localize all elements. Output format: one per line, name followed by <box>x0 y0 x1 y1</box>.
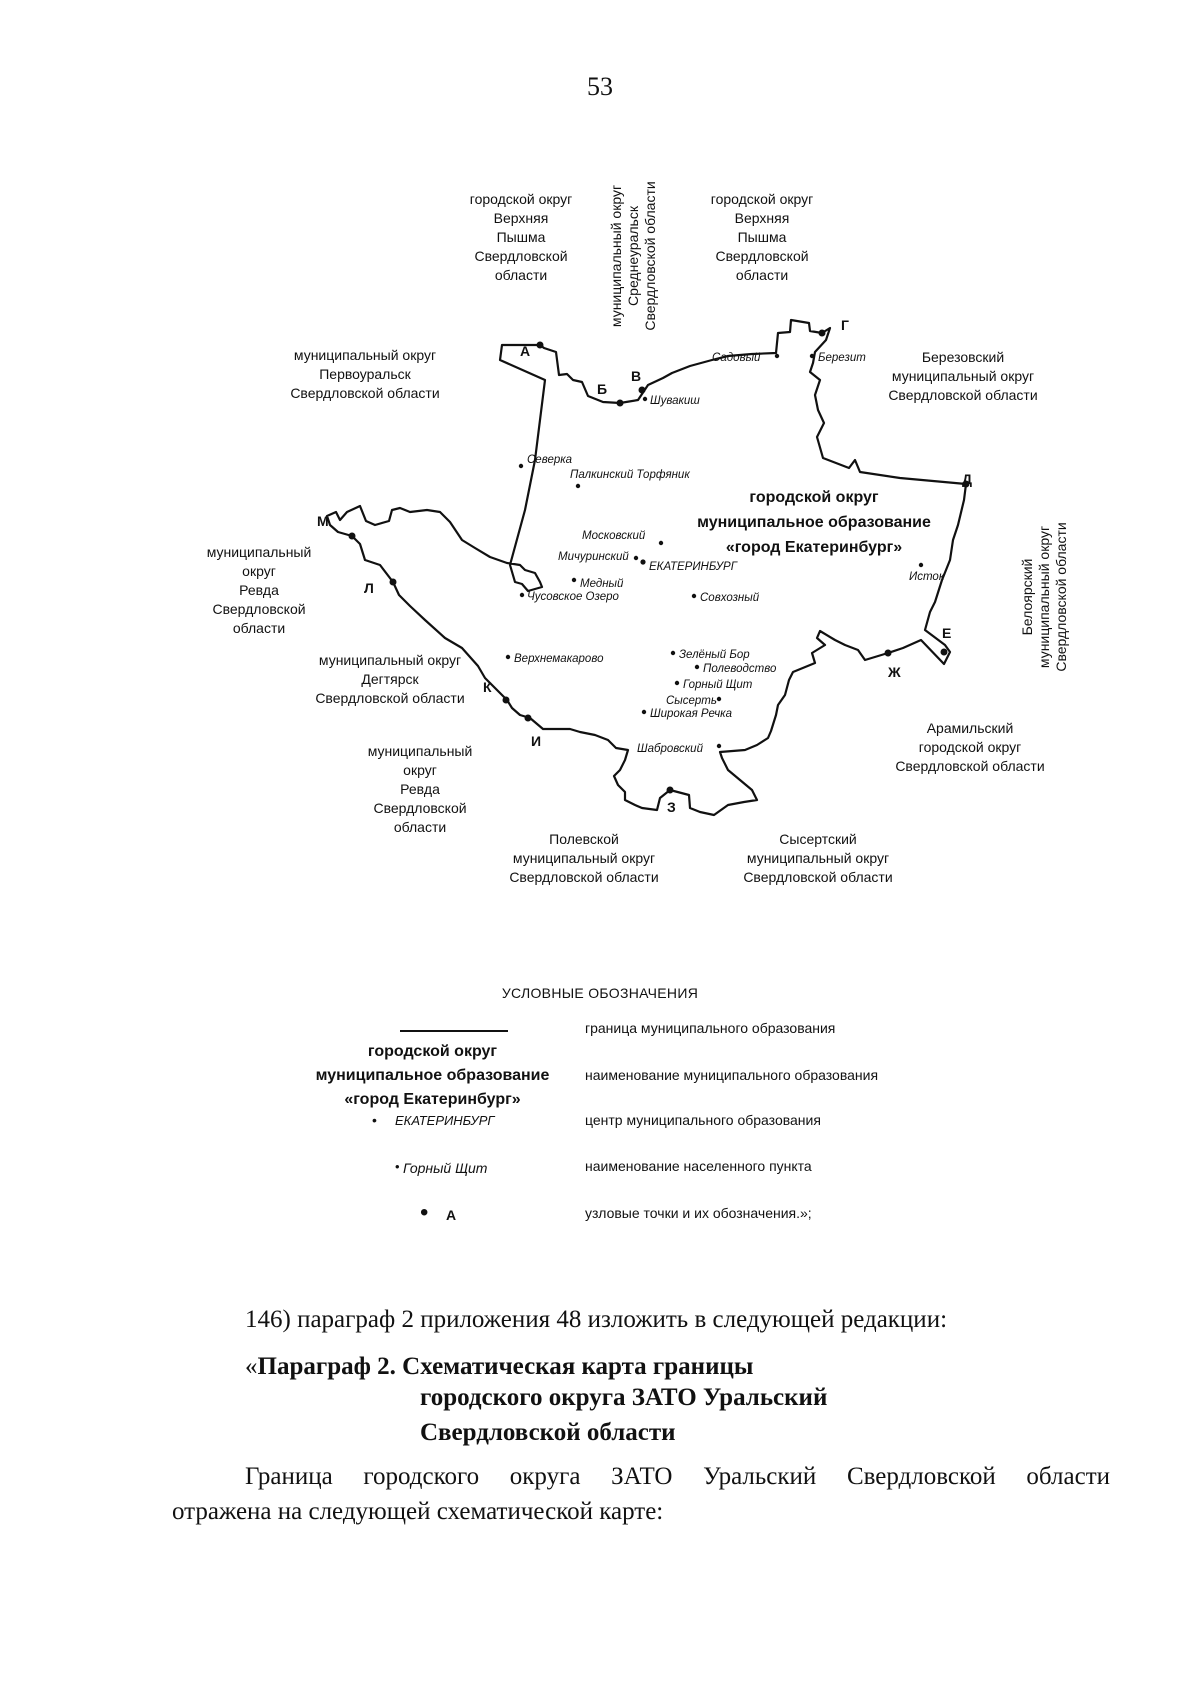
node-v <box>639 387 646 394</box>
legend-center-dot: • <box>372 1112 377 1128</box>
dot-chusovskoe <box>520 593 524 597</box>
neighbor-degtyarsk <box>315 652 464 706</box>
svg-text:«город Екатеринбург»: «город Екатеринбург» <box>725 539 903 556</box>
heading-line-1: Параграф 2. Схематическая карта границы <box>257 1353 754 1380</box>
svg-text:округ: округ <box>242 563 276 579</box>
point-label-m: М <box>317 513 329 529</box>
legend-node-sample: А <box>446 1207 457 1223</box>
dot-shirokaya <box>642 710 646 714</box>
svg-text:городской округ: городской округ <box>710 191 814 207</box>
heading-line-2: городского округа ЗАТО Уральский <box>420 1384 828 1411</box>
point-label-l: Л <box>364 580 374 596</box>
dot-zeleny-bor <box>671 651 675 655</box>
node-l <box>390 579 397 586</box>
dot-severka <box>519 464 523 468</box>
dot-polevodstvo <box>695 665 699 669</box>
town-sovkhozny: Совхозный <box>700 592 760 604</box>
svg-text:Свердловской области: Свердловской области <box>1053 522 1069 672</box>
page-number: 53 <box>587 72 613 101</box>
section-heading <box>245 1349 753 1384</box>
svg-text:муниципальный округ: муниципальный округ <box>608 184 624 328</box>
dot-shuvakish <box>643 397 647 401</box>
svg-text:Белоярский: Белоярский <box>1019 558 1035 636</box>
town-verkhnemakarovo: Верхнемакарово <box>514 653 604 665</box>
point-label-b: Б <box>597 381 608 397</box>
legend-node-dot: • <box>420 1199 429 1226</box>
svg-text:Ревда: Ревда <box>400 781 440 797</box>
svg-text:Свердловской: Свердловской <box>474 248 568 264</box>
dot-sovkhozny <box>692 594 696 598</box>
dot-moskovsky <box>659 541 663 545</box>
heading-open-quote: « <box>245 1353 258 1380</box>
node-k <box>503 697 510 704</box>
svg-text:Среднеуральск: Среднеуральск <box>625 206 641 306</box>
dot-istok <box>919 563 923 567</box>
dot-berezit <box>810 354 814 358</box>
main-municipality-name <box>697 489 931 556</box>
point-label-z: З <box>667 799 676 815</box>
svg-text:Свердловской области: Свердловской области <box>642 181 658 331</box>
svg-text:городской округ: городской округ <box>749 489 879 506</box>
neighbor-polevskoy <box>509 831 658 885</box>
svg-text:округ: округ <box>403 762 437 778</box>
town-severka: Северка <box>527 454 573 466</box>
svg-text:Ревда: Ревда <box>239 582 279 598</box>
svg-text:Свердловской: Свердловской <box>715 248 809 264</box>
svg-text:городской округ: городской округ <box>469 191 573 207</box>
svg-text:Верхняя: Верхняя <box>734 210 790 226</box>
node-g <box>819 330 826 337</box>
svg-text:Пышма: Пышма <box>737 229 787 245</box>
node-b <box>617 400 624 407</box>
amendment-item: 146) параграф 2 приложения 48 изложить в следующей редакции: <box>245 1306 948 1333</box>
svg-text:Верхняя: Верхняя <box>493 210 549 226</box>
dot-syserts <box>717 697 721 701</box>
svg-text:муниципальный округ: муниципальный округ <box>1036 525 1052 669</box>
dot-gorny-shchit <box>675 681 679 685</box>
svg-text:области: области <box>494 267 548 283</box>
heading-line-3: Свердловской области <box>420 1419 676 1446</box>
dot-michurinsky <box>634 556 638 560</box>
point-label-g: Г <box>841 317 849 333</box>
point-label-k: К <box>483 679 492 695</box>
center-ekaterinburg: ЕКАТЕРИНБУРГ <box>649 561 737 573</box>
svg-text:Сысертский: Сысертский <box>779 831 857 847</box>
svg-text:Полевской: Полевской <box>549 831 619 847</box>
legend-name-sample: городской округ муниципальное образование «город Екатеринбург» <box>315 1043 550 1108</box>
svg-text:Дегтярск: Дегтярск <box>361 671 419 687</box>
town-berezit: Березит <box>818 352 866 364</box>
neighbor-aramilsky <box>895 720 1044 774</box>
point-label-i: И <box>531 733 542 749</box>
node-e <box>941 649 948 656</box>
town-michurinsky: Мичуринский <box>558 551 629 563</box>
neighbor-revda-lower <box>368 743 473 835</box>
legend-title: УСЛОВНЫЕ ОБОЗНАЧЕНИЯ <box>501 985 699 1001</box>
legend-center-sample: ЕКАТЕРИНБУРГ <box>395 1113 495 1128</box>
svg-text:муниципальный округ: муниципальный округ <box>746 850 890 866</box>
legend-town-desc: наименование населенного пункта <box>585 1158 812 1174</box>
town-sadovy: Садовый <box>712 352 761 364</box>
town-shirokaya: Широкая Речка <box>650 708 733 720</box>
town-moskovsky: Московский <box>582 530 646 542</box>
svg-text:Арамильский: Арамильский <box>926 720 1014 736</box>
dot-medny <box>572 578 576 582</box>
svg-text:муниципальный: муниципальный <box>367 743 473 759</box>
svg-text:Свердловской области: Свердловской области <box>743 869 893 885</box>
paragraph-line-2: отражена на следующей схематической карте: <box>172 1498 664 1525</box>
legend-node-desc: узловые точки и их обозначения.»; <box>585 1205 812 1221</box>
neighbor-sredneuralsk <box>608 181 658 330</box>
svg-text:Свердловской области: Свердловской области <box>888 387 1038 403</box>
town-palkinsky: Палкинский Торфяник <box>570 469 690 481</box>
town-syserts: Сысерть <box>666 695 717 707</box>
svg-text:Свердловской области: Свердловской области <box>315 690 465 706</box>
node-m <box>349 533 356 540</box>
node-a <box>537 342 544 349</box>
svg-text:Пышма: Пышма <box>496 229 546 245</box>
svg-text:Свердловской: Свердловской <box>212 601 306 617</box>
svg-text:Свердловской области: Свердловской области <box>509 869 659 885</box>
point-label-d: Д <box>962 471 972 487</box>
town-polevodstvo: Полеводство <box>703 663 777 675</box>
neighbor-berezovsky <box>888 349 1037 403</box>
legend-boundary-desc: граница муниципального образования <box>585 1020 836 1036</box>
svg-text:муниципальный округ: муниципальный округ <box>891 368 1035 384</box>
town-gorny-shchit: Горный Щит <box>683 679 753 691</box>
legend-town-dot: • <box>395 1159 400 1174</box>
svg-text:области: области <box>393 819 447 835</box>
svg-text:городской округ: городской округ <box>918 739 1022 755</box>
svg-text:Свердловской: Свердловской <box>373 800 467 816</box>
dot-verkhnemakarovo <box>506 655 510 659</box>
town-zeleny-bor: Зелёный Бор <box>679 649 750 661</box>
svg-text:Свердловской области: Свердловской области <box>895 758 1045 774</box>
neighbor-verkhnyaya-pyshma-left <box>470 191 572 283</box>
legend-boundary-line <box>400 1030 508 1032</box>
dot-shabrovsky <box>717 744 721 748</box>
town-istok: Исток <box>909 571 945 583</box>
dot-sadovy <box>775 354 779 358</box>
neighbor-beloyarsky <box>1019 522 1069 671</box>
legend-town-sample: Горный Щит <box>403 1160 488 1176</box>
node-z <box>667 787 674 794</box>
town-shabrovsky: Шабровский <box>637 743 703 755</box>
neighbor-sysertsky <box>743 831 892 885</box>
node-i <box>525 715 532 722</box>
svg-text:Свердловской области: Свердловской области <box>290 385 440 401</box>
point-label-e: Е <box>942 625 952 641</box>
svg-text:муниципальный округ: муниципальный округ <box>293 347 437 363</box>
town-chusovskoe: Чусовское Озеро <box>527 591 619 603</box>
dot-ekb <box>640 559 645 564</box>
svg-text:муниципальный: муниципальный <box>206 544 312 560</box>
svg-text:Первоуральск: Первоуральск <box>319 366 411 382</box>
legend-name-desc: наименование муниципального образования <box>585 1067 879 1083</box>
point-label-zh: Ж <box>888 664 901 680</box>
town-medny: Медный <box>580 578 624 590</box>
svg-text:области: области <box>735 267 789 283</box>
legend-center-desc: центр муниципального образования <box>585 1112 821 1128</box>
town-shuvakish: Шувакиш <box>650 395 700 407</box>
node-zh <box>885 650 892 657</box>
svg-text:области: области <box>232 620 286 636</box>
svg-text:муниципальный округ: муниципальный округ <box>318 652 462 668</box>
neighbor-verkhnyaya-pyshma-right <box>711 191 813 283</box>
svg-text:муниципальное образование: муниципальное образование <box>697 514 931 531</box>
neighbor-revda-upper <box>207 544 312 636</box>
paragraph-line-1: Граница городского округа ЗАТО Уральский Свердловской области <box>245 1463 1110 1490</box>
dot-palkinsky <box>576 484 580 488</box>
svg-text:муниципальный округ: муниципальный округ <box>512 850 656 866</box>
point-label-a: А <box>520 343 531 359</box>
neighbor-pervouralsk <box>290 347 439 401</box>
point-label-v: В <box>631 368 642 384</box>
svg-text:Березовский: Березовский <box>921 349 1005 365</box>
